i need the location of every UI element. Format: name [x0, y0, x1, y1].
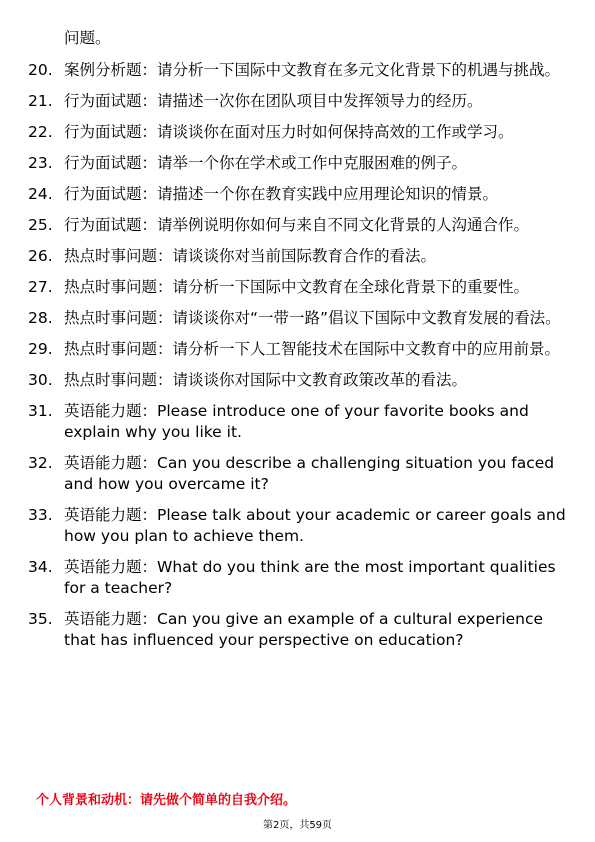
list-item: [28, 339, 568, 360]
item-number: 23.: [28, 154, 53, 172]
item-number: 31.: [28, 402, 53, 420]
item-question: 请分析一下国际中文教育在全球化背景下的重要性。: [172, 278, 530, 296]
question-list: [28, 60, 568, 661]
list-item: [28, 609, 568, 651]
item-separator: ：: [141, 185, 158, 203]
item-number: 26.: [28, 247, 53, 265]
item-text: [64, 401, 568, 443]
list-item: [28, 505, 568, 547]
item-question: 请举一个你在学术或工作中克服困难的例子。: [157, 154, 468, 172]
item-question: 请分析一下人工智能技术在国际中文教育中的应用前景。: [172, 340, 561, 358]
item-number: 34.: [28, 558, 53, 576]
item-category: 英语能力题: [64, 610, 142, 628]
list-item: [28, 308, 568, 329]
item-text: [64, 91, 568, 112]
item-separator: ：: [141, 402, 158, 420]
item-separator: ：: [157, 371, 173, 389]
item-question: 请描述一次你在团队项目中发挥领导力的经历。: [157, 92, 483, 110]
item-number: 21.: [28, 92, 53, 110]
item-category: 英语能力题: [64, 558, 142, 576]
item-separator: ：: [141, 610, 158, 628]
item-category: 行为面试题: [64, 92, 142, 110]
item-number: 25.: [28, 216, 53, 234]
item-question: 请谈谈你对当前国际教育合作的看法。: [172, 247, 437, 265]
item-separator: ：: [141, 92, 158, 110]
item-category: 行为面试题: [64, 123, 142, 141]
list-item: [28, 122, 568, 143]
item-question: Can you describe a challenging situation you faced and how you overcame it?: [64, 454, 555, 493]
item-number: 20.: [28, 61, 53, 79]
item-question: Please talk about your academic or career goals and how you plan to achieve them.: [64, 506, 566, 545]
item-category: 行为面试题: [64, 154, 142, 172]
item-category: 行为面试题: [64, 216, 142, 234]
item-question: Please introduce one of your favorite books and explain why you like it.: [64, 402, 529, 441]
item-text: [64, 277, 568, 298]
item-category: 热点时事问题: [64, 278, 158, 296]
item-separator: ：: [157, 340, 173, 358]
item-number: 22.: [28, 123, 53, 141]
item-question: 请谈谈你在面对压力时如何保持高效的工作或学习。: [157, 123, 514, 141]
item-number: 24.: [28, 185, 53, 203]
item-text: [64, 453, 568, 495]
item-separator: ：: [141, 61, 158, 79]
item-question: 请谈谈你对国际中文教育政策改革的看法。: [172, 371, 468, 389]
item-question: 请分析一下国际中文教育在多元文化背景下的机遇与挑战。: [157, 61, 561, 79]
item-separator: ：: [141, 558, 158, 576]
item-text: [64, 184, 568, 205]
item-text: [64, 339, 568, 360]
item-text: [64, 122, 568, 143]
item-number: 28.: [28, 309, 53, 327]
item-question: 请谈谈你对“一带一路”倡议下国际中文教育发展的看法。: [172, 309, 561, 327]
list-item: [28, 246, 568, 267]
item-question: What do you think are the most important qualities for a teacher?: [64, 558, 556, 597]
item-category: 英语能力题: [64, 454, 142, 472]
item-separator: ：: [157, 247, 173, 265]
item-category: 热点时事问题: [64, 247, 158, 265]
item-number: 32.: [28, 454, 53, 472]
item-text: [64, 308, 568, 329]
item-number: 33.: [28, 506, 53, 524]
list-item: [28, 557, 568, 599]
item-category: 热点时事问题: [64, 371, 158, 389]
item-separator: ：: [157, 278, 173, 296]
item-text: [64, 505, 568, 547]
item-separator: ：: [157, 309, 173, 327]
item-question: 请描述一个你在教育实践中应用理论知识的情景。: [157, 185, 499, 203]
list-item: [28, 370, 568, 391]
page-footer: 第2页，共59页: [262, 820, 333, 831]
item-text: [64, 60, 568, 81]
item-question: 请举例说明你如何与来自不同文化背景的人沟通合作。: [157, 216, 530, 234]
continuation-text: 问题。: [64, 29, 111, 47]
item-separator: ：: [141, 454, 158, 472]
item-text: [64, 370, 568, 391]
section-intro-heading: 个人背景和动机：请先做个简单的自我介绍。: [36, 793, 297, 808]
item-category: 热点时事问题: [64, 309, 158, 327]
item-separator: ：: [141, 506, 158, 524]
list-item: [28, 277, 568, 298]
item-number: 30.: [28, 371, 53, 389]
list-item: [28, 401, 568, 443]
item-category: 案例分析题: [64, 61, 142, 79]
item-text: [64, 557, 568, 599]
list-item: [28, 215, 568, 236]
item-text: [64, 246, 568, 267]
item-number: 27.: [28, 278, 53, 296]
item-separator: ：: [141, 216, 158, 234]
item-separator: ：: [141, 123, 158, 141]
list-item: [28, 184, 568, 205]
item-category: 英语能力题: [64, 402, 142, 420]
item-text: [64, 215, 568, 236]
item-question: Can you give an example of a cultural experience that has influenced your perspective on education?: [64, 610, 544, 649]
item-category: 英语能力题: [64, 506, 142, 524]
item-category: 热点时事问题: [64, 340, 158, 358]
item-number: 35.: [28, 610, 53, 628]
list-item: [28, 60, 568, 81]
item-text: [64, 153, 568, 174]
list-item: [28, 91, 568, 112]
item-text: [64, 609, 568, 651]
item-category: 行为面试题: [64, 185, 142, 203]
item-separator: ：: [141, 154, 158, 172]
item-number: 29.: [28, 340, 53, 358]
list-item: [28, 453, 568, 495]
list-item: [28, 153, 568, 174]
